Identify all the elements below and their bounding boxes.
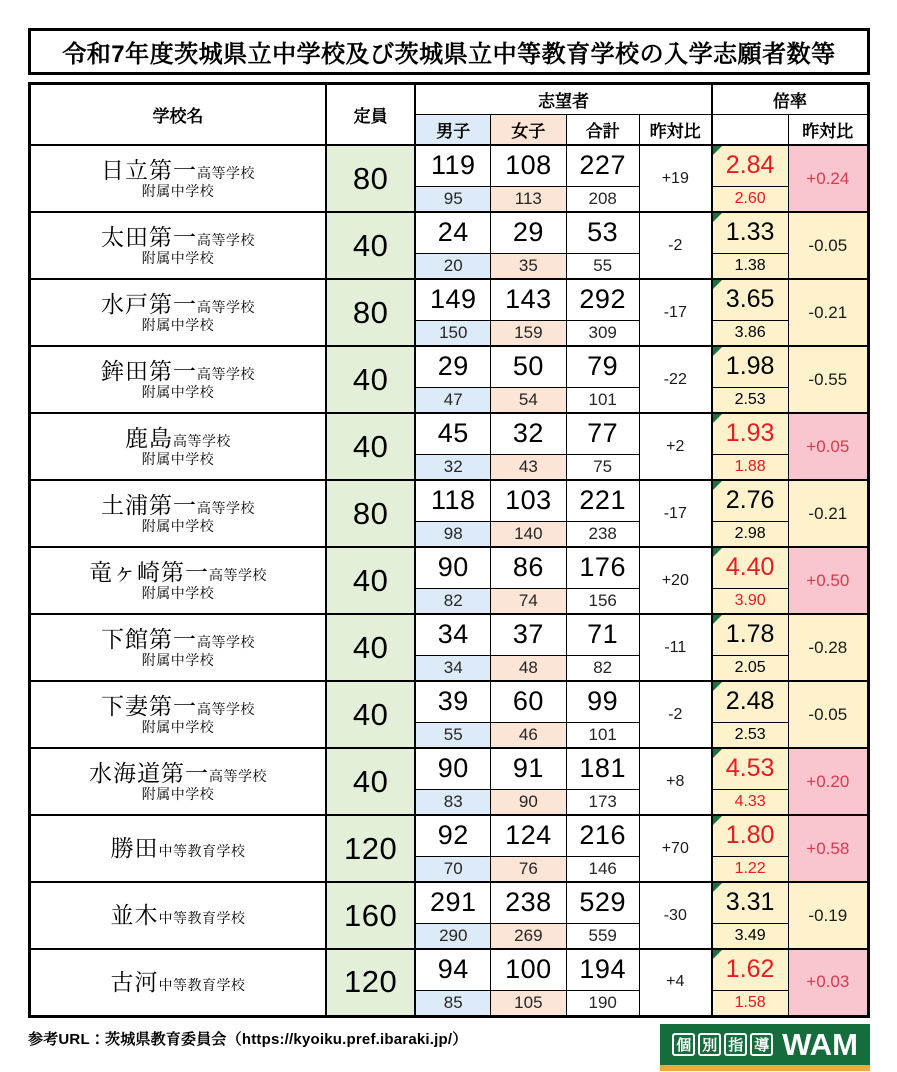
rate-yoy-cell: -0.05	[788, 681, 868, 748]
school-row-main	[30, 346, 869, 387]
rate-previous-cell: 2.53	[712, 387, 788, 413]
girls-previous-cell: 140	[491, 521, 566, 547]
boys-current-cell: 29	[415, 346, 490, 387]
header-school-name: 学校名	[30, 84, 326, 146]
total-previous-cell: 156	[566, 588, 639, 614]
rate-value: 3.31	[725, 888, 775, 917]
school-name-branch: 附属中学校	[141, 785, 215, 802]
school-name-suffix: 中等教育学校	[158, 843, 246, 860]
rate-yoy-cell: +0.03	[788, 949, 868, 1016]
total-current-cell: 227	[566, 145, 639, 186]
total-previous-cell: 238	[566, 521, 639, 547]
note-triangle-icon	[713, 816, 722, 825]
school-row-main	[30, 815, 869, 856]
school-row-main	[30, 614, 869, 655]
school-name-main: 土浦第一	[100, 491, 197, 518]
rate-yoy-cell: -0.21	[788, 480, 868, 547]
rate-cell	[712, 882, 788, 923]
header-boys: 男子	[415, 115, 490, 146]
rate-value: 1.62	[725, 955, 775, 984]
note-triangle-icon	[713, 414, 722, 423]
header-rate-yoy: 昨対比	[788, 115, 868, 146]
rate-value: 4.53	[725, 754, 775, 783]
school-name-line	[35, 627, 321, 652]
school-name-line	[35, 836, 321, 861]
total-previous-cell: 559	[566, 923, 639, 949]
rate-previous-cell: 4.33	[712, 789, 788, 815]
wam-logo	[660, 1024, 870, 1071]
applicants-yoy-cell: -30	[639, 882, 711, 949]
total-previous-cell: 309	[566, 320, 639, 346]
school-name-suffix: 中等教育学校	[158, 910, 246, 927]
girls-previous-cell: 113	[491, 186, 566, 212]
rate-cell	[712, 480, 788, 521]
boys-previous-cell: 70	[415, 856, 490, 882]
boys-current-cell: 90	[415, 748, 490, 789]
girls-current-cell: 37	[491, 614, 566, 655]
boys-current-cell: 119	[415, 145, 490, 186]
note-triangle-icon	[713, 950, 722, 959]
rate-cell	[712, 212, 788, 253]
school-name-line	[35, 225, 321, 250]
girls-current-cell: 91	[491, 748, 566, 789]
capacity-cell: 120	[326, 949, 415, 1016]
school-name-suffix: 高等学校	[196, 164, 255, 181]
rate-previous-cell: 2.05	[712, 655, 788, 681]
school-name-main: 古河	[110, 968, 159, 995]
header-capacity: 定員	[326, 84, 415, 146]
note-triangle-icon	[713, 280, 722, 289]
rate-previous-cell: 2.53	[712, 722, 788, 748]
girls-previous-cell: 159	[491, 320, 566, 346]
total-previous-cell: 55	[566, 253, 639, 279]
boys-current-cell: 24	[415, 212, 490, 253]
boys-previous-cell: 20	[415, 253, 490, 279]
girls-previous-cell: 76	[491, 856, 566, 882]
rate-value: 1.80	[725, 821, 775, 850]
rate-yoy-cell: -0.28	[788, 614, 868, 681]
total-current-cell: 53	[566, 212, 639, 253]
rate-previous-cell: 3.49	[712, 923, 788, 949]
rate-previous-cell: 3.86	[712, 320, 788, 346]
school-name-main: 下妻第一	[100, 692, 197, 719]
rate-cell	[712, 748, 788, 789]
note-triangle-icon	[713, 481, 722, 490]
rate-yoy-cell: -0.21	[788, 279, 868, 346]
girls-previous-cell: 74	[491, 588, 566, 614]
school-name-main: 下館第一	[100, 625, 197, 652]
total-previous-cell: 146	[566, 856, 639, 882]
boys-previous-cell: 83	[415, 789, 490, 815]
rate-value: 2.76	[725, 486, 775, 515]
school-name-suffix: 高等学校	[196, 231, 255, 248]
rate-yoy-cell: -0.55	[788, 346, 868, 413]
total-previous-cell: 173	[566, 789, 639, 815]
school-name-branch: 附属中学校	[141, 584, 215, 601]
girls-previous-cell: 48	[491, 655, 566, 681]
girls-previous-cell: 43	[491, 454, 566, 480]
school-name-line	[35, 493, 321, 518]
girls-current-cell: 86	[491, 547, 566, 588]
school-name-main: 日立第一	[100, 156, 197, 183]
girls-previous-cell: 90	[491, 789, 566, 815]
note-triangle-icon	[713, 682, 722, 691]
rate-value: 1.93	[725, 419, 775, 448]
boys-previous-cell: 290	[415, 923, 490, 949]
boys-current-cell: 45	[415, 413, 490, 454]
girls-current-cell: 100	[491, 949, 566, 990]
rate-cell	[712, 815, 788, 856]
school-name-main: 太田第一	[100, 223, 197, 250]
capacity-cell: 40	[326, 413, 415, 480]
girls-previous-cell: 46	[491, 722, 566, 748]
wam-logo-char: 導	[750, 1033, 773, 1056]
boys-current-cell: 92	[415, 815, 490, 856]
school-name-cell	[30, 480, 326, 547]
rate-previous-cell: 3.90	[712, 588, 788, 614]
school-name-suffix: 高等学校	[196, 298, 255, 315]
capacity-cell: 80	[326, 145, 415, 212]
applicants-yoy-cell: -17	[639, 279, 711, 346]
girls-current-cell: 124	[491, 815, 566, 856]
school-row-main	[30, 681, 869, 722]
girls-current-cell: 50	[491, 346, 566, 387]
total-current-cell: 529	[566, 882, 639, 923]
boys-previous-cell: 82	[415, 588, 490, 614]
school-name-cell	[30, 882, 326, 949]
capacity-cell: 40	[326, 748, 415, 815]
wam-logo-boxed-text	[672, 1033, 773, 1056]
rate-previous-cell: 2.98	[712, 521, 788, 547]
rate-value: 1.98	[725, 352, 775, 381]
school-row-main	[30, 748, 869, 789]
capacity-cell: 40	[326, 212, 415, 279]
applicants-yoy-cell: -22	[639, 346, 711, 413]
school-name-line	[35, 903, 321, 928]
rate-value: 3.65	[725, 285, 775, 314]
rate-value: 1.33	[725, 218, 775, 247]
school-name-branch: 附属中学校	[141, 517, 215, 534]
school-name-suffix: 高等学校	[196, 633, 255, 650]
rate-cell	[712, 413, 788, 454]
school-name-main: 並木	[110, 902, 159, 929]
school-name-main: 水戸第一	[100, 290, 197, 317]
header-total: 合計	[566, 115, 639, 146]
capacity-cell: 120	[326, 815, 415, 882]
wam-logo-brand: WAM	[782, 1026, 858, 1062]
rate-yoy-cell: +0.05	[788, 413, 868, 480]
rate-yoy-cell: +0.20	[788, 748, 868, 815]
capacity-cell: 160	[326, 882, 415, 949]
capacity-cell: 40	[326, 614, 415, 681]
school-name-cell	[30, 547, 326, 614]
total-current-cell: 221	[566, 480, 639, 521]
applicants-table	[28, 82, 870, 1018]
applicants-yoy-cell: -2	[639, 212, 711, 279]
note-triangle-icon	[713, 615, 722, 624]
capacity-cell: 40	[326, 346, 415, 413]
school-name-main: 勝田	[110, 835, 159, 862]
reference-url-text: 参考URL：茨城県教育委員会（https://kyoiku.pref.ibaraki.jp/）	[28, 1030, 468, 1048]
wam-logo-gold-stripe	[660, 1065, 870, 1071]
girls-current-cell: 238	[491, 882, 566, 923]
boys-previous-cell: 34	[415, 655, 490, 681]
school-name-branch: 附属中学校	[141, 718, 215, 735]
girls-previous-cell: 269	[491, 923, 566, 949]
school-name-suffix: 中等教育学校	[158, 976, 246, 993]
school-name-suffix: 高等学校	[196, 700, 255, 717]
applicants-yoy-cell: +19	[639, 145, 711, 212]
total-current-cell: 71	[566, 614, 639, 655]
note-triangle-icon	[713, 146, 722, 155]
header-applicants-yoy: 昨対比	[639, 115, 711, 146]
rate-value: 2.48	[725, 687, 775, 716]
rate-yoy-cell: +0.24	[788, 145, 868, 212]
school-name-line	[35, 359, 321, 384]
school-name-line	[35, 970, 321, 995]
applicants-yoy-cell: -11	[639, 614, 711, 681]
school-name-main: 竜ヶ崎第一	[88, 558, 209, 585]
school-name-line	[35, 761, 321, 786]
school-name-suffix: 高等学校	[196, 499, 255, 516]
note-triangle-icon	[713, 749, 722, 758]
note-triangle-icon	[713, 883, 722, 892]
total-current-cell: 99	[566, 681, 639, 722]
rate-cell	[712, 681, 788, 722]
footer	[28, 1024, 870, 1071]
school-row-main	[30, 547, 869, 588]
school-row-main	[30, 212, 869, 253]
boys-previous-cell: 55	[415, 722, 490, 748]
total-previous-cell: 75	[566, 454, 639, 480]
school-name-cell	[30, 145, 326, 212]
total-previous-cell: 82	[566, 655, 639, 681]
total-previous-cell: 101	[566, 722, 639, 748]
applicants-yoy-cell: +4	[639, 949, 711, 1016]
school-name-cell	[30, 815, 326, 882]
total-current-cell: 194	[566, 949, 639, 990]
applicants-yoy-cell: +8	[639, 748, 711, 815]
capacity-cell: 40	[326, 547, 415, 614]
total-current-cell: 176	[566, 547, 639, 588]
note-triangle-icon	[713, 347, 722, 356]
school-name-line	[35, 426, 321, 451]
school-row-main	[30, 279, 869, 320]
applicants-yoy-cell: +2	[639, 413, 711, 480]
wam-logo-char: 別	[698, 1033, 721, 1056]
girls-current-cell: 29	[491, 212, 566, 253]
school-name-cell	[30, 413, 326, 480]
boys-current-cell: 149	[415, 279, 490, 320]
school-row-main	[30, 145, 869, 186]
rate-cell	[712, 145, 788, 186]
total-previous-cell: 190	[566, 990, 639, 1016]
school-name-cell	[30, 614, 326, 681]
school-row-main	[30, 882, 869, 923]
rate-previous-cell: 2.60	[712, 186, 788, 212]
school-name-line	[35, 158, 321, 183]
total-previous-cell: 101	[566, 387, 639, 413]
rate-cell	[712, 279, 788, 320]
boys-previous-cell: 47	[415, 387, 490, 413]
boys-current-cell: 90	[415, 547, 490, 588]
girls-current-cell: 108	[491, 145, 566, 186]
rate-previous-cell: 1.38	[712, 253, 788, 279]
girls-previous-cell: 54	[491, 387, 566, 413]
applicants-yoy-cell: +20	[639, 547, 711, 614]
total-current-cell: 292	[566, 279, 639, 320]
school-name-suffix: 高等学校	[208, 566, 267, 583]
header-girls: 女子	[491, 115, 566, 146]
capacity-cell: 80	[326, 480, 415, 547]
rate-cell	[712, 614, 788, 655]
school-name-line	[35, 694, 321, 719]
school-name-branch: 附属中学校	[141, 316, 215, 333]
school-name-branch: 附属中学校	[141, 383, 215, 400]
boys-previous-cell: 95	[415, 186, 490, 212]
boys-current-cell: 34	[415, 614, 490, 655]
rate-cell	[712, 949, 788, 990]
rate-previous-cell: 1.22	[712, 856, 788, 882]
rate-yoy-cell: +0.50	[788, 547, 868, 614]
school-name-suffix: 高等学校	[172, 432, 231, 449]
total-current-cell: 77	[566, 413, 639, 454]
boys-previous-cell: 98	[415, 521, 490, 547]
school-name-main: 鉾田第一	[100, 357, 197, 384]
applicants-yoy-cell: +70	[639, 815, 711, 882]
school-name-cell	[30, 949, 326, 1016]
girls-current-cell: 143	[491, 279, 566, 320]
wam-logo-banner	[660, 1024, 870, 1065]
school-name-branch: 附属中学校	[141, 651, 215, 668]
school-name-cell	[30, 748, 326, 815]
school-name-line	[35, 560, 321, 585]
capacity-cell: 40	[326, 681, 415, 748]
school-name-suffix: 高等学校	[196, 365, 255, 382]
school-row-main	[30, 413, 869, 454]
wam-logo-char: 個	[672, 1033, 695, 1056]
school-row-main	[30, 949, 869, 990]
rate-value: 2.84	[725, 151, 775, 180]
rate-previous-cell: 1.88	[712, 454, 788, 480]
school-name-main: 水海道第一	[88, 759, 209, 786]
total-current-cell: 79	[566, 346, 639, 387]
header-applicants-group: 志望者	[415, 84, 711, 115]
boys-previous-cell: 150	[415, 320, 490, 346]
girls-previous-cell: 105	[491, 990, 566, 1016]
boys-current-cell: 291	[415, 882, 490, 923]
wam-logo-char: 指	[724, 1033, 747, 1056]
boys-current-cell: 39	[415, 681, 490, 722]
header-rate-group: 倍率	[712, 84, 869, 115]
school-name-branch: 附属中学校	[141, 182, 215, 199]
total-previous-cell: 208	[566, 186, 639, 212]
note-triangle-icon	[713, 548, 722, 557]
girls-current-cell: 103	[491, 480, 566, 521]
school-name-suffix: 高等学校	[208, 767, 267, 784]
girls-current-cell: 32	[491, 413, 566, 454]
page-title: 令和7年度茨城県立中学校及び茨城県立中等教育学校の入学志願者数等	[28, 28, 870, 75]
rate-value: 1.78	[725, 620, 775, 649]
rate-yoy-cell: -0.05	[788, 212, 868, 279]
girls-current-cell: 60	[491, 681, 566, 722]
school-row-main	[30, 480, 869, 521]
school-name-cell	[30, 346, 326, 413]
girls-previous-cell: 35	[491, 253, 566, 279]
applicants-yoy-cell: -17	[639, 480, 711, 547]
rate-cell	[712, 547, 788, 588]
school-name-cell	[30, 279, 326, 346]
rate-cell	[712, 346, 788, 387]
boys-current-cell: 118	[415, 480, 490, 521]
note-triangle-icon	[713, 213, 722, 222]
school-name-branch: 附属中学校	[141, 249, 215, 266]
total-current-cell: 181	[566, 748, 639, 789]
boys-current-cell: 94	[415, 949, 490, 990]
school-name-cell	[30, 681, 326, 748]
school-name-branch: 附属中学校	[141, 450, 215, 467]
school-name-line	[35, 292, 321, 317]
header-rate-blank	[712, 115, 788, 146]
school-name-cell	[30, 212, 326, 279]
total-current-cell: 216	[566, 815, 639, 856]
boys-previous-cell: 85	[415, 990, 490, 1016]
applicants-yoy-cell: -2	[639, 681, 711, 748]
rate-yoy-cell: +0.58	[788, 815, 868, 882]
rate-previous-cell: 1.58	[712, 990, 788, 1016]
rate-yoy-cell: -0.19	[788, 882, 868, 949]
school-name-main: 鹿島	[124, 424, 173, 451]
capacity-cell: 80	[326, 279, 415, 346]
boys-previous-cell: 32	[415, 454, 490, 480]
rate-value: 4.40	[725, 553, 775, 582]
